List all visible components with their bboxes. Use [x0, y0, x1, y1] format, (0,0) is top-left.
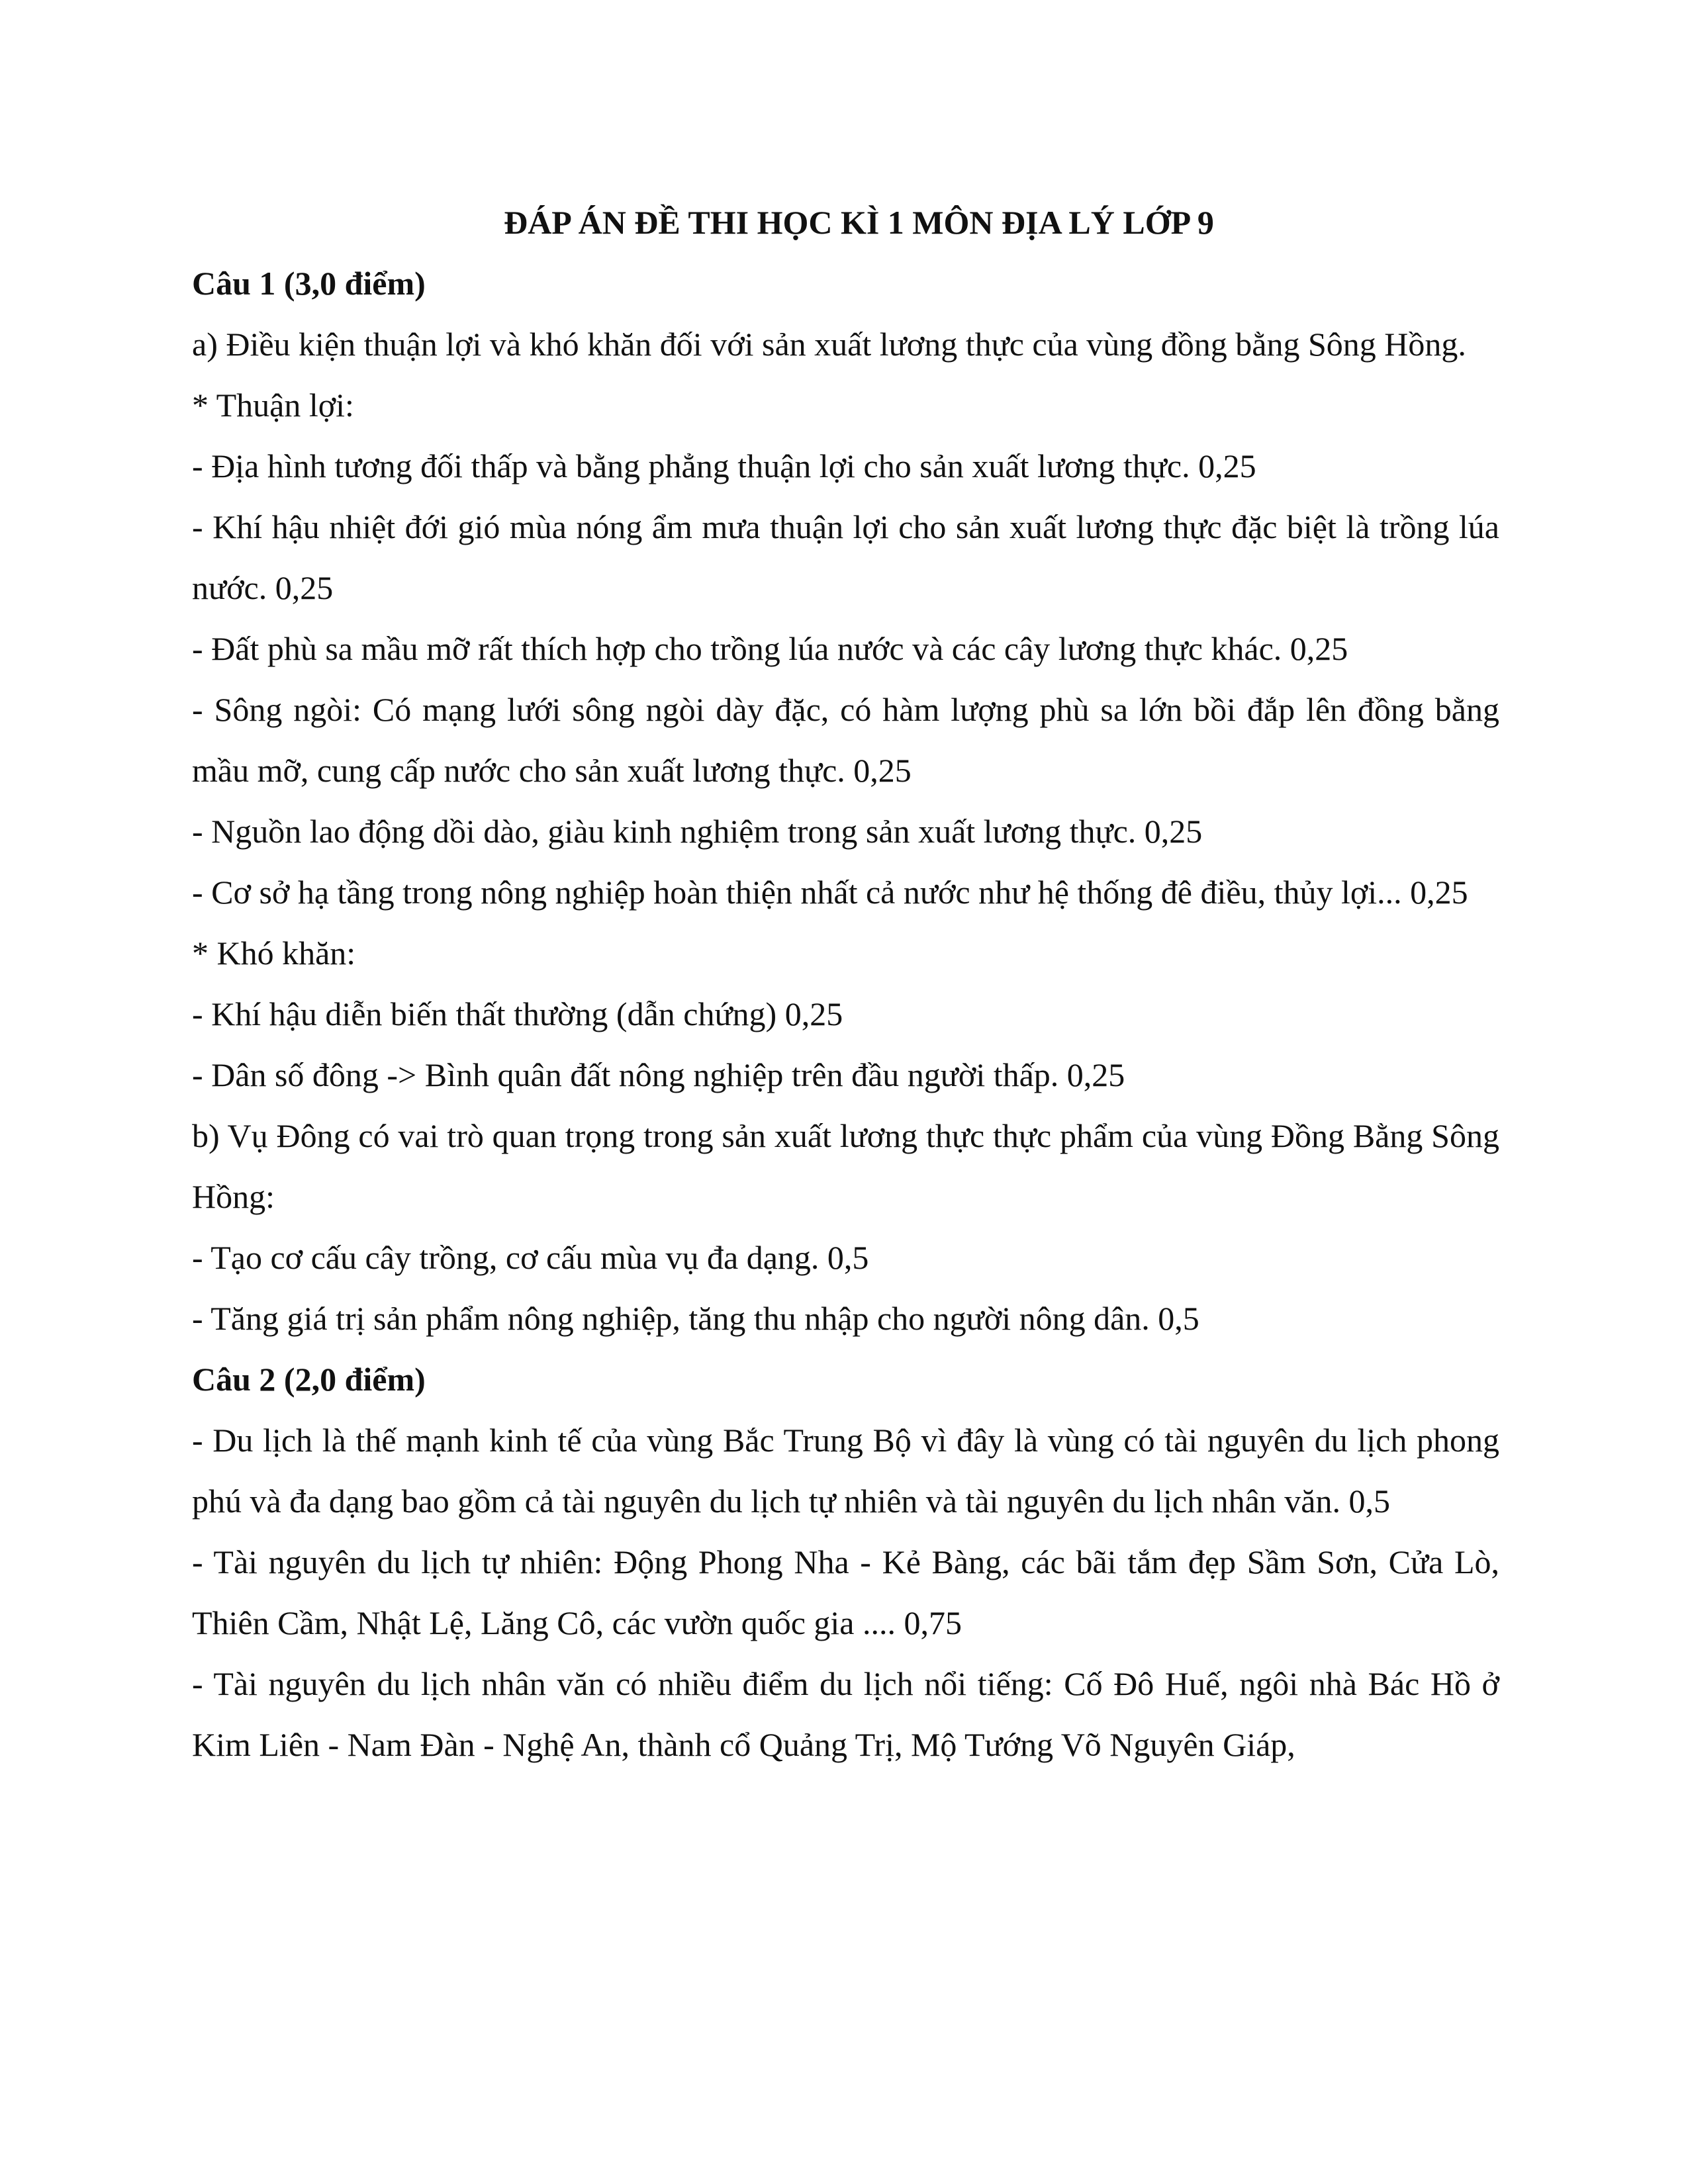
paragraph-tourism-strength: - Du lịch là thế mạnh kinh tế của vùng Bắc Trung Bộ vì đây là vùng có tài nguyên du lịch phong phú và đa dạng bao gồm cả tài nguyên du lịch tự nhiên và tài nguyên du lịch nhân văn. 0,5 — [192, 1422, 1499, 1520]
paragraph-advantages-label: * Thuận lợi: — [192, 387, 354, 424]
paragraph-labor: - Nguồn lao động dồi dào, giàu kinh nghiệm trong sản xuất lương thực. 0,25 — [192, 813, 1203, 850]
question-2-heading: Câu 2 (2,0 điểm) — [192, 1361, 426, 1398]
paragraph-1a-intro: a) Điều kiện thuận lợi và khó khăn đối với sản xuất lương thực của vùng đồng bằng Sông Hồng. — [192, 326, 1466, 363]
question-1-heading: Câu 1 (3,0 điểm) — [192, 265, 426, 302]
page-title: ĐÁP ÁN ĐỀ THI HỌC KÌ 1 MÔN ĐỊA LÝ LỚP 9 — [504, 204, 1214, 241]
paragraph-cultural-resources: - Tài nguyên du lịch nhân văn có nhiều điểm du lịch nổi tiếng: Cố Đô Huế, ngôi nhà Bác Hồ ở Kim Liên - Nam Đàn - Nghệ An, thành cổ Quảng Trị, Mộ Tướng Võ Nguyên Giáp, — [192, 1665, 1499, 1763]
paragraph-difficulties-label: * Khó khăn: — [192, 934, 356, 972]
paragraph-population: - Dân số đông -> Bình quân đất nông nghiệp trên đầu người thấp. 0,25 — [192, 1056, 1125, 1093]
paragraph-1b-intro: b) Vụ Đông có vai trò quan trọng trong sản xuất lương thực thực phẩm của vùng Đồng Bằng Sông Hồng: — [192, 1117, 1499, 1215]
document-page — [192, 192, 1499, 1775]
paragraph-rivers: - Sông ngòi: Có mạng lưới sông ngòi dày đặc, có hàm lượng phù sa lớn bồi đắp lên đồng bằng mầu mỡ, cung cấp nước cho sản xuất lương thực. 0,25 — [192, 691, 1499, 789]
paragraph-infrastructure: - Cơ sở hạ tầng trong nông nghiệp hoàn thiện nhất cả nước như hệ thống đê điều, thủy lợi... 0,25 — [192, 874, 1468, 911]
paragraph-natural-resources: - Tài nguyên du lịch tự nhiên: Động Phong Nha - Kẻ Bàng, các bãi tắm đẹp Sầm Sơn, Cửa Lò, Thiên Cầm, Nhật Lệ, Lăng Cô, các vườn quốc gia .... 0,75 — [192, 1543, 1499, 1641]
paragraph-soil: - Đất phù sa mầu mỡ rất thích hợp cho trồng lúa nước và các cây lương thực khác. 0,25 — [192, 630, 1348, 667]
paragraph-climate-irregular: - Khí hậu diễn biến thất thường (dẫn chứng) 0,25 — [192, 995, 843, 1032]
paragraph-income: - Tăng giá trị sản phẩm nông nghiệp, tăng thu nhập cho người nông dân. 0,5 — [192, 1300, 1199, 1337]
paragraph-climate: - Khí hậu nhiệt đới gió mùa nóng ẩm mưa thuận lợi cho sản xuất lương thực đặc biệt là trồng lúa nước. 0,25 — [192, 508, 1499, 606]
paragraph-crop-structure: - Tạo cơ cấu cây trồng, cơ cấu mùa vụ đa dạng. 0,5 — [192, 1239, 869, 1276]
paragraph-terrain: - Địa hình tương đối thấp và bằng phẳng thuận lợi cho sản xuất lương thực. 0,25 — [192, 447, 1256, 484]
